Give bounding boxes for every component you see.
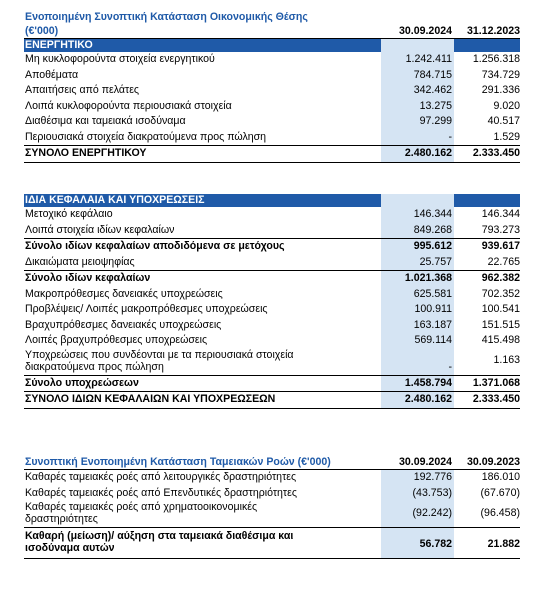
- held-for-sale-label-1: Υποχρεώσεις που συνδέονται με τα περιουσιακά στοιχεία: [25, 348, 294, 361]
- table-row: Καθαρές ταμειακές ροές από χρηματοοικονομικές δραστηριότητες (92.242) (96.458): [24, 501, 520, 528]
- held-for-sale-label-2: διακρατούμενα προς πώληση: [25, 360, 164, 373]
- net-change-row: Καθαρή (μείωση)/ αύξηση στα ταμειακά διαθέσιμα και ισοδύναμα αυτών 56.782 21.882: [24, 528, 520, 559]
- table-row: Καθαρές ταμειακές ροές από λειτουργικές δραστηριότητες 192.776 186.010: [24, 470, 520, 486]
- net-label-1: Καθαρή (μείωση)/ αύξηση στα ταμειακά διαθέσιμα και: [25, 530, 294, 542]
- table-row: Υποχρεώσεις που συνδέονται με τα περιουσιακά στοιχεία διακρατούμενα προς πώληση - 1.163: [24, 349, 520, 376]
- assets-total-row: ΣΥΝΟΛΟ ΕΝΕΡΓΗΤΙΚΟΥ 2.480.162 2.333.450: [24, 146, 520, 163]
- cashflow-col2-header: 30.09.2023: [466, 456, 520, 468]
- financing-label-1: Καθαρές ταμειακές ροές από χρηματοοικονομικές: [25, 501, 258, 513]
- table-row: Μακροπρόθεσμες δανειακές υποχρεώσεις 625.581 702.352: [24, 287, 520, 303]
- cashflow-header-row: [24, 455, 520, 470]
- cashflow-col1-header: 30.09.2024: [398, 456, 452, 468]
- cashflow-table: [24, 455, 520, 559]
- assets-section-header: ΕΝΕΡΓΗΤΙΚΟ: [24, 39, 520, 52]
- table-row: Καθαρές ταμειακές ροές από Επενδυτικές δραστηριότητες (43.753) (67.670): [24, 486, 520, 502]
- table-row: Δικαιώματα μειοψηφίας 25.757 22.765: [24, 255, 520, 272]
- liabilities-total-row: Σύνολο υποχρεώσεων 1.458.794 1.371.068: [24, 376, 520, 393]
- table-row: Λοιπά στοιχεία ιδίων κεφαλαίων 849.268 793.273: [24, 223, 520, 240]
- table-row: Αποθέματα 784.715 734.729: [24, 68, 520, 84]
- table-row: Περιουσιακά στοιχεία διακρατούμενα προς πώληση - 1.529: [24, 130, 520, 147]
- table-row: Βραχυπρόθεσμες δανειακές υποχρεώσεις 163.187 151.515: [24, 318, 520, 334]
- grand-total-row: ΣΥΝΟΛΟ ΙΔΙΩΝ ΚΕΦΑΛΑΙΩΝ ΚΑΙ ΥΠΟΧΡΕΩΣΕΩΝ 2.480.162 2.333.450: [24, 392, 520, 409]
- balance-title: Ενοποιημένη Συνοπτική Κατάσταση Οικονομικής Θέσης: [25, 11, 308, 23]
- table-row: Διαθέσιμα και ταμειακά ισοδύναμα 97.299 40.517: [24, 114, 520, 130]
- equity-section-header: ΙΔΙΑ ΚΕΦΑΛΑΙΑ ΚΑΙ ΥΠΟΧΡΕΩΣΕΙΣ: [24, 194, 520, 207]
- equity-liabilities-table: [24, 194, 520, 409]
- table-row: Μη κυκλοφορούντα στοιχεία ενεργητικού 1.242.411 1.256.318: [24, 52, 520, 68]
- financing-label-2: δραστηριότητες: [25, 513, 98, 525]
- table-row: Λοιπές βραχυπρόθεσμες υποχρεώσεις 569.114 415.498: [24, 333, 520, 349]
- table-row: Προβλέψεις/ Λοιπές μακροπρόθεσμες υποχρεώσεις 100.911 100.541: [24, 302, 520, 318]
- table-row: Μετοχικό κεφάλαιο 146.344 146.344: [24, 207, 520, 223]
- table-row: Λοιπά κυκλοφορούντα περιουσιακά στοιχεία 13.275 9.020: [24, 99, 520, 115]
- balance-col1-header: 30.09.2024: [398, 25, 452, 37]
- balance-unit: (€'000): [25, 25, 59, 37]
- balance-col2-header: 31.12.2023: [466, 25, 520, 37]
- equity-total-row: Σύνολο ιδίων κεφαλαίων 1.021.368 962.382: [24, 271, 520, 287]
- table-row: Απαιτήσεις από πελάτες 342.462 291.336: [24, 83, 520, 99]
- net-label-2: ισοδύναμα αυτών: [25, 542, 115, 554]
- cashflow-title: Συνοπτική Ενοποιημένη Κατάσταση Ταμειακών Ροών (€'000): [25, 456, 331, 468]
- balance-header-row: [24, 24, 520, 39]
- balance-sheet-table: [24, 10, 520, 163]
- equity-parent-row: Σύνολο ιδίων κεφαλαίων αποδιδόμενα σε μετόχους 995.612 939.617: [24, 239, 520, 255]
- balance-title-row: [24, 10, 520, 24]
